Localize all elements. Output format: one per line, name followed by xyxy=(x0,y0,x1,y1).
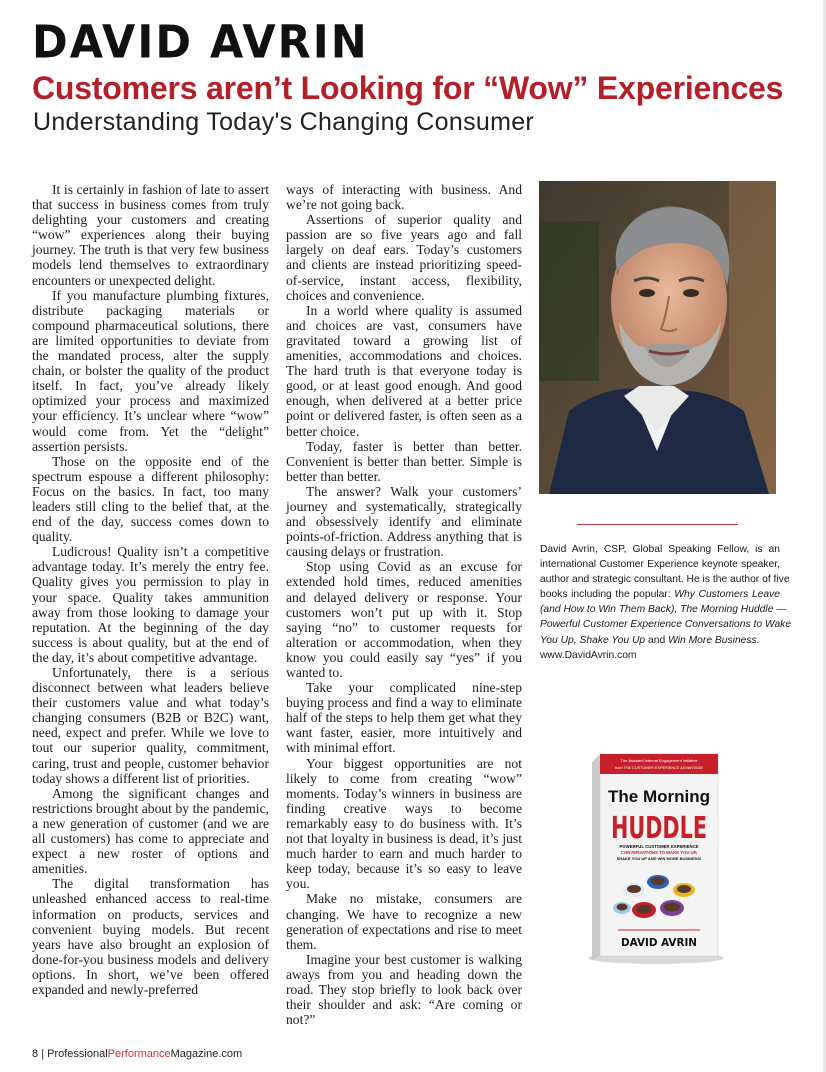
author-bio xyxy=(540,542,792,663)
paragraph: Stop using Covid as an excuse for extended hold times, reduced amenities and delayed delivery or response. Your customers won’t put up with it. Stop saying “no” to customer requests for alteration or accommodation, when they know you could easily say “yes” if you wanted to. xyxy=(286,559,522,680)
paragraph: The answer? Walk your customers’ journey and systematically, strategically and obsessively identify and eliminate points-of-friction. Address anything that is causing delays or frustration. xyxy=(286,483,522,560)
author-website[interactable]: www.DavidAvrin.com xyxy=(540,649,637,661)
paragraph: It is certainly in fashion of late to assert that success in business comes from truly delighting your customers and creating “wow” experiences along their buying journey. The truth is that very few business models lend themselves to extraordinary encounters or unexpected delight. xyxy=(32,182,269,288)
bio-line: You Up, Shake You Up and Win More Business. xyxy=(540,634,760,646)
author-photo xyxy=(539,181,776,494)
paragraph: Among the significant changes and restrictions brought about by the pandemic, a new generation of customer (and we are all customers) has come to appreciate and expect a new roster of options and amenities. xyxy=(32,785,269,877)
book-title: Why Customers Leave xyxy=(674,589,780,601)
bio-line xyxy=(540,602,787,617)
book-tagline-2: CONVERSATIONS TO WAKE YOU UP, xyxy=(620,850,698,855)
paragraph: Those on the opposite end of the spectrum espouse a different philosophy: Focus on the basics. In fact, too many leaders still cling to the belief that, at the end of the day, success comes down to quality. xyxy=(32,453,269,545)
bio-line: international Customer Experience keynote speaker, xyxy=(540,559,780,571)
article-column-2 xyxy=(286,182,522,1027)
bio-divider xyxy=(577,524,738,525)
book-tagline-1: POWERFUL CUSTOMER EXPERIENCE xyxy=(619,844,699,849)
book-title: Win More Business. xyxy=(668,634,760,646)
footer-site-link[interactable]: ProfessionalPerformanceMagazine.com xyxy=(47,1048,243,1060)
book-banner-line-2: from THE CUSTOMER EXPERIENCE ADVANTAGE xyxy=(614,766,704,770)
book-subtitle: You Up, Shake You Up xyxy=(540,634,646,646)
paragraph: Unfortunately, there is a serious disconnect between what leaders believe their customers value and what today’s changing consumers (B2B or B2C) want, need, expect and prefer. While we love to tout our superior quality, commitment, caring, trust and people, customer behavior today shows a different list of priorities. xyxy=(32,665,269,786)
paragraph: In a world where quality is assumed and choices are vast, consumers have gravitated toward a growing list of amenities, accommodations and choices. The hard truth is that everyone today is good, or at least good enough. And good enough, when delivered at a better price point or delivered faster, is often seen as a better choice. xyxy=(286,302,522,439)
paragraph: If you manufacture plumbing fixtures, distribute packaging materials or compound pharmaceutical solutions, there are limited opportunities to deviate from the mandated process, alter the supply chain, or bolster the quality of the product itself. In fact, you’ve already likely optimized your process and maximized your efficiency. It’s unclear where “wow” would come from. Yet the “delight” assertion persists. xyxy=(32,287,269,454)
paragraph: Make no mistake, consumers are changing. We have to recognize a new generation of expectations and rise to meet them. xyxy=(286,891,522,952)
page-footer xyxy=(32,1048,242,1060)
article-column-1 xyxy=(32,182,269,997)
bio-line: David Avrin, CSP, Global Speaking Fellow, is an xyxy=(540,544,780,555)
paragraph: The digital transformation has unleashed enhanced access to real-time information on products, services and convenient buying models. But recent years have also brought an explosion of done-for-you business models and delivery options. In short, we’ve been offered expanded and newly-preferred xyxy=(32,876,269,997)
book-tagline-3: SHAKE YOU UP AND WIN MORE BUSINESS! xyxy=(616,856,702,861)
page-number: 8 xyxy=(32,1048,39,1060)
paragraph: Take your complicated nine-step buying process and find a way to eliminate half of the steps to help them get what they want faster, easier, more intuitively and with minimal effort. xyxy=(286,680,522,756)
bio-line: books including the popular: Why Customers Leave xyxy=(540,589,780,601)
bio-line: author and strategic consultant. He is the author of five xyxy=(540,574,790,586)
author-name: DAVID AVRIN xyxy=(32,16,369,70)
article-headline: Customers aren’t Looking for “Wow” Experiences xyxy=(32,70,784,106)
paragraph-continued: ways of interacting with business. And we’re not going back. xyxy=(286,182,522,213)
paragraph: Assertions of superior quality and passion are so five years ago and fall largely on deaf ears. Today’s customers and clients are instead prioritizing speed-of-service, instant access, flexibility, choices and convenience. xyxy=(286,212,522,303)
book-title: (and How to Win Them Back), xyxy=(540,604,678,616)
paragraph: Ludicrous! Quality isn’t a competitive advantage today. It’s merely the entry fee. Quality gives you permission to play in your space. Quality takes ammunition away from those looking to damage your reputation. At the beginning of the day success is about quality, but at the end of the day, it’s about competitive advantage. xyxy=(32,544,269,665)
paragraph: Imagine your best customer is walking aways from you and heading down the road. They stop briefly to look back over their shoulder and ask: “Are coming or not?” xyxy=(286,951,522,1028)
book-title: The Morning Huddle — xyxy=(680,604,787,616)
paragraph: Today, faster is better than better. Convenient is better than better. Simple is better than better. xyxy=(286,438,522,484)
bio-line xyxy=(540,617,792,632)
book-subtitle: Powerful Customer Experience Conversations to Wake xyxy=(540,619,792,631)
footer-separator: | xyxy=(41,1048,45,1060)
paragraph: Your biggest opportunities are not likely to come from creating “wow” moments. Today’s winners in business are finding creative ways to become remarkably easy to do business with. It’s not that loyalty in business is dead, it’s just much harder to earn and much harder to keep today, because it’s so easy to leave you. xyxy=(286,755,522,892)
book-title-main: HUDDLE xyxy=(611,811,707,846)
book-title-top: The Morning xyxy=(608,787,710,806)
book-cover-image xyxy=(578,750,728,965)
book-banner-line-1: The Assisted Internal Engagement Initiative xyxy=(620,758,698,763)
article-subhead: Understanding Today's Changing Consumer xyxy=(33,108,535,136)
book-author: DAVID AVRIN xyxy=(621,936,697,949)
